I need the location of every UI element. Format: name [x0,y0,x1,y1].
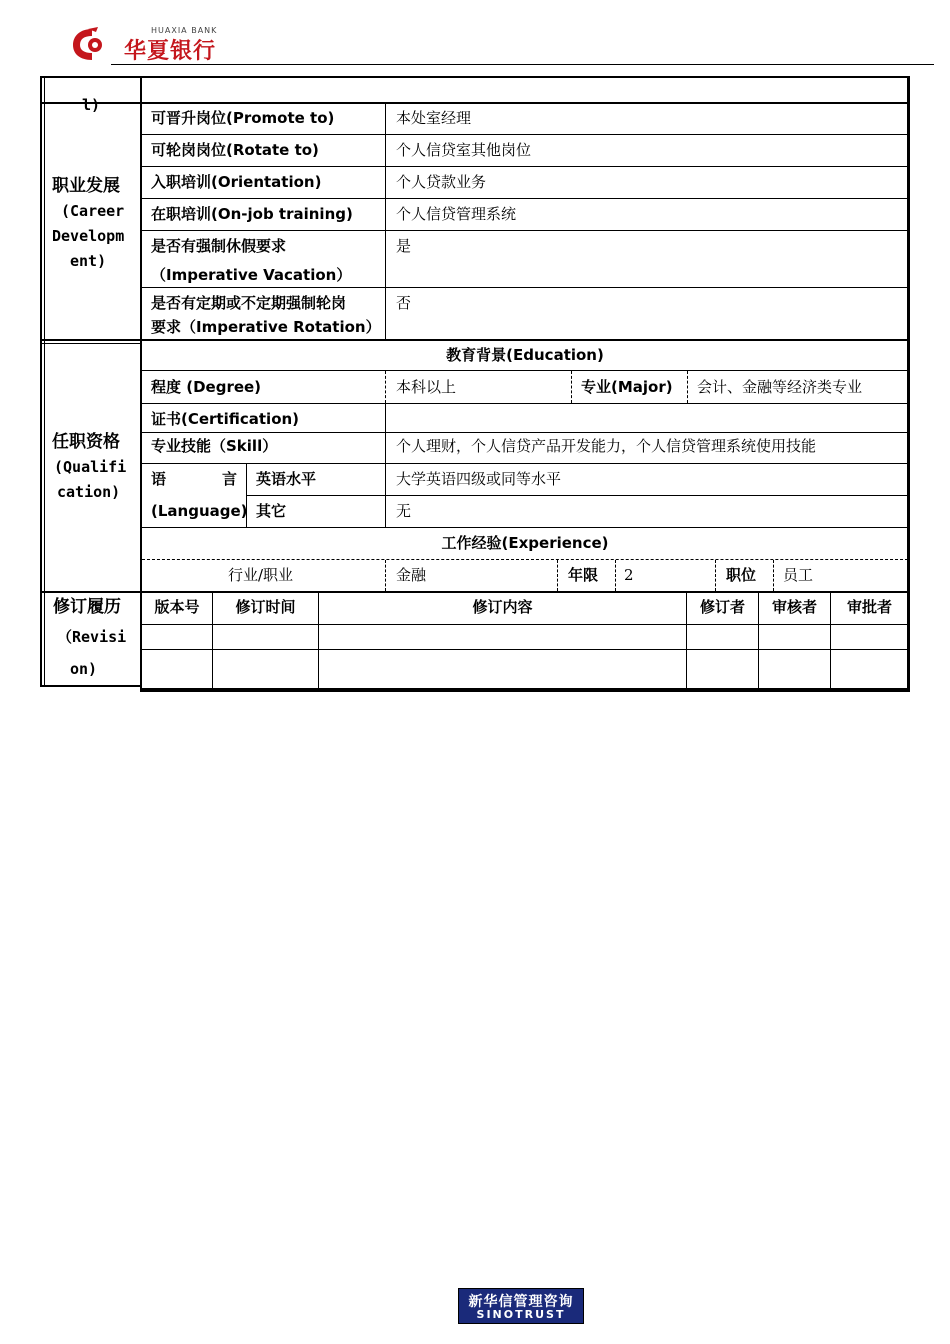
header-rule [111,64,934,65]
imperative-vacation-label-en: （Imperative Vacation） [151,266,352,284]
education-header: 教育背景(Education) [446,346,604,364]
skill-value: 个人理财，个人信贷产品开发能力，个人信贷管理系统使用技能 [396,437,817,455]
other-language-value: 无 [396,502,412,520]
language-label-part-a: 语 [151,470,167,488]
degree-label: 程度 (Degree) [151,378,262,396]
imperative-rotation-label: 是否有定期或不定期强制轮岗 [151,294,347,312]
other-language-label: 其它 [256,502,287,520]
sinotrust-logo-en: SINOTRUST [476,1308,566,1321]
industry-value: 金融 [396,566,427,584]
language-label-en: (Language) [151,502,248,520]
on-job-training-label: 在职培训(On-job training) [151,205,353,223]
english-level-label: 英语水平 [256,470,317,488]
promote-to-value: 本处室经理 [396,109,472,127]
years-label: 年限 [568,566,599,584]
on-job-training-value: 个人信贷管理系统 [396,205,517,223]
position-label: 职位 [726,566,757,584]
industry-label: 行业/职业 [228,566,294,584]
sinotrust-logo-cn: 新华信管理咨询 [468,1294,574,1310]
skill-label: 专业技能（Skill） [151,437,278,455]
promote-to-label: 可晋升岗位(Promote to) [151,109,335,127]
revision-col-content: 修订内容 [472,598,533,616]
english-level-value: 大学英语四级或同等水平 [396,470,562,488]
revision-col-date: 修订时间 [235,598,296,616]
imperative-rotation-label-en: 要求（Imperative Rotation） [151,318,381,336]
imperative-rotation-value: 否 [396,294,412,312]
language-label-part-b: 言 [222,470,238,488]
years-value: 2 [624,566,634,584]
certification-label: 证书(Certification) [151,410,300,428]
imperative-vacation-label: 是否有强制休假要求 [151,237,287,255]
revision-col-version: 版本号 [154,598,200,616]
revision-col-reviser: 修订者 [699,598,745,616]
imperative-vacation-value: 是 [396,237,412,255]
major-value: 会计、金融等经济类专业 [697,378,863,396]
orientation-label: 入职培训(Orientation) [151,173,322,191]
revision-col-approver: 审批者 [846,598,892,616]
rotate-to-label: 可轮岗岗位(Rotate to) [151,141,319,159]
revision-col-reviewer: 审核者 [771,598,817,616]
rotate-to-value: 个人信贷室其他岗位 [396,141,532,159]
degree-value: 本科以上 [396,378,457,396]
major-label: 专业(Major) [581,378,673,396]
experience-header: 工作经验(Experience) [441,534,609,552]
previous-section-label-tail: l) [82,96,101,114]
bank-name-english: HUAXIA BANK [151,26,218,35]
orientation-value: 个人贷款业务 [396,173,487,191]
huaxia-bank-logo-icon [70,26,110,62]
sinotrust-logo [458,1288,584,1324]
bank-name-chinese: 华夏银行 [124,39,217,64]
position-value: 员工 [783,566,814,584]
